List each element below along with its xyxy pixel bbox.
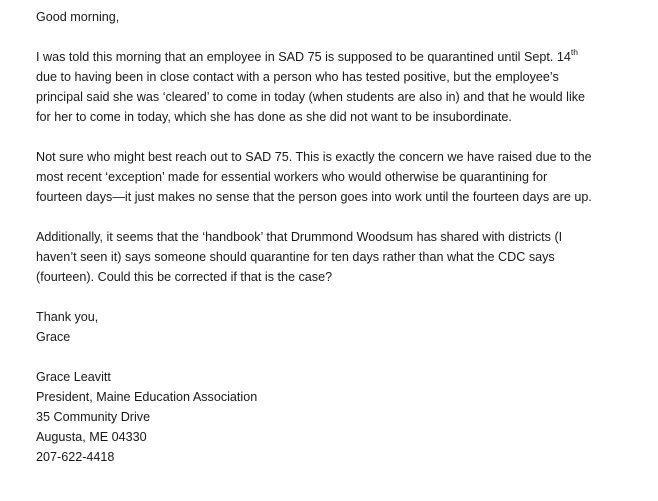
paragraph-line: due to having been in close contact with a person who has tested positive, but the employee’s (36, 70, 559, 84)
paragraph-line: (fourteen). Could this be corrected if that is the case? (36, 270, 333, 284)
signature-name: Grace Leavitt (36, 370, 111, 384)
signature-city: Augusta, ME 04330 (36, 430, 147, 444)
paragraph-line: fourteen days—it just makes no sense that the person goes into work until the fourteen days are up. (36, 190, 592, 204)
paragraph-line: Not sure who might best reach out to SAD 75. This is exactly the concern we have raised due to the (36, 150, 592, 164)
paragraph-line: haven’t seen it) says someone should quarantine for ten days rather than what the CDC says (36, 250, 555, 264)
closing-name: Grace (36, 330, 71, 344)
signature-phone: 207-622-4418 (36, 450, 115, 464)
closing (36, 307, 656, 347)
paragraph-line: I was told this morning that an employee in SAD 75 is supposed to be quarantined until Sept. 14 (36, 50, 571, 64)
greeting: Good morning, (36, 10, 120, 24)
paragraph-line: Additionally, it seems that the ‘handbook’ that Drummond Woodsum has shared with districts (I (36, 230, 563, 244)
paragraph-line: most recent ‘exception’ made for essential workers who would otherwise be quarantining for (36, 170, 548, 184)
paragraph-3 (36, 227, 656, 287)
closing-line: Thank you, (36, 310, 99, 324)
signature-address: 35 Community Drive (36, 410, 151, 424)
paragraph-line: principal said she was ‘cleared’ to come in today (when students are also in) and that he would like (36, 90, 586, 104)
paragraph-line: for her to come in today, which she has done as she did not want to be insubordinate. (36, 110, 512, 124)
superscript: th (570, 46, 578, 57)
paragraph-1 (36, 47, 656, 127)
email-body (36, 7, 656, 467)
signature-title: President, Maine Education Association (36, 390, 258, 404)
signature-block (36, 367, 656, 467)
paragraph-2 (36, 147, 656, 207)
